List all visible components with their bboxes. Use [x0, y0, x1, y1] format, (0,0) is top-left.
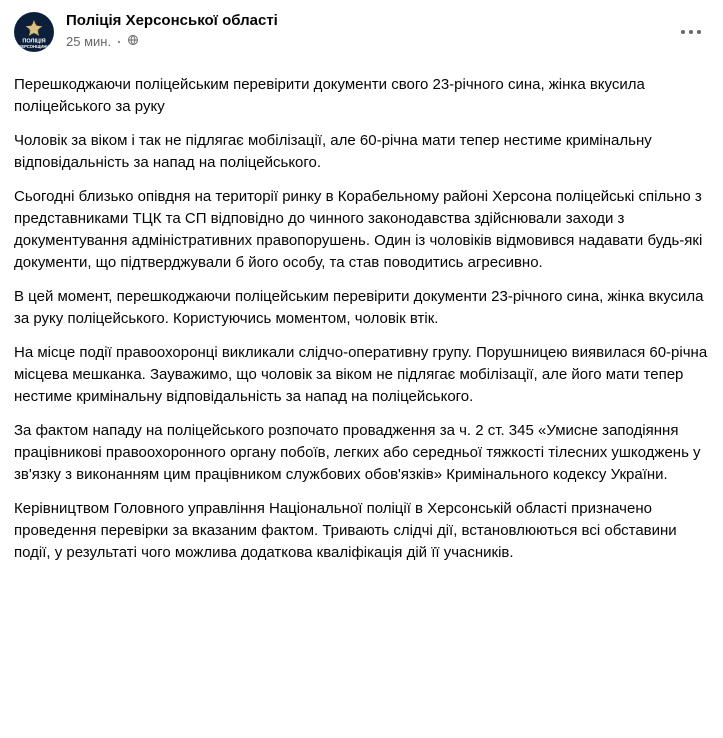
post-paragraph: За фактом нападу на поліцейського розпочато провадження за ч. 2 ст. 345 «Умисне заподіяння працівникові правоохоронного органу побоїв, легких або середньої тяжкості тілесних ушкоджень у зв'язку з виконанням цим працівником службових обов'язків» Кримінального кодексу України.: [14, 422, 701, 483]
post-paragraph: Сьогодні близько опівдня на території ринку в Корабельному районі Херсона поліцейські спільно з представниками ТЦК та СП відповідно до чинного законодавства здійснювали заходи з документування адміністративних правопорушень. Один із чоловіків відмовився надавати будь-які документи, що підтверджували б його особу, та став поводитись агресивно.: [14, 188, 703, 271]
post-timestamp[interactable]: 25 мин.: [66, 34, 112, 49]
time-row: [66, 34, 278, 50]
post-header: [14, 10, 709, 64]
more-horizontal-icon: [681, 30, 685, 34]
post-content: [14, 74, 709, 564]
svg-text:ПОЛІЦІЯ: ПОЛІЦІЯ: [22, 38, 46, 45]
post-paragraph: В цей момент, перешкоджаючи поліцейським перевірити документи 23-річного сина, жінка вкусила за руку поліцейського. Користуючись моментом, чоловік втік.: [14, 288, 704, 327]
separator-dot: [118, 41, 120, 43]
post-paragraph: Перешкоджаючи поліцейським перевірити документи свого 23-річного сина, жінка вкусила поліцейського за руку: [14, 76, 645, 115]
svg-text:ХЕРСОНЩИНИ: ХЕРСОНЩИНИ: [18, 44, 50, 50]
page-name-link[interactable]: Поліція Херсонської області: [66, 12, 278, 29]
post-paragraph: На місце події правоохоронці викликали слідчо-оперативну групу. Порушницею виявилася 60-річна місцева мешканка. Зауважимо, що чоловік за віком не підлягає мобілізації, але його мати тепер нестиме кримінальну відповідальність за напад на поліцейського.: [14, 344, 708, 405]
globe-icon[interactable]: [127, 34, 139, 50]
post-paragraph: Керівництвом Головного управління Національної поліції в Херсонській області призначено проведення перевірки за вказаним фактом. Тривають слідчі дії, встановлюються всі обставини події, у результаті чого можлива додаткова кваліфікація дій її учасників.: [14, 500, 677, 561]
more-options-button[interactable]: [673, 20, 709, 44]
page-avatar[interactable]: [14, 12, 54, 52]
post-meta: [66, 10, 278, 50]
post-paragraph: Чоловік за віком і так не підлягає мобілізації, але 60-річна мати тепер нестиме кримінальну відповідальність за напад на поліцейського.: [14, 132, 652, 171]
